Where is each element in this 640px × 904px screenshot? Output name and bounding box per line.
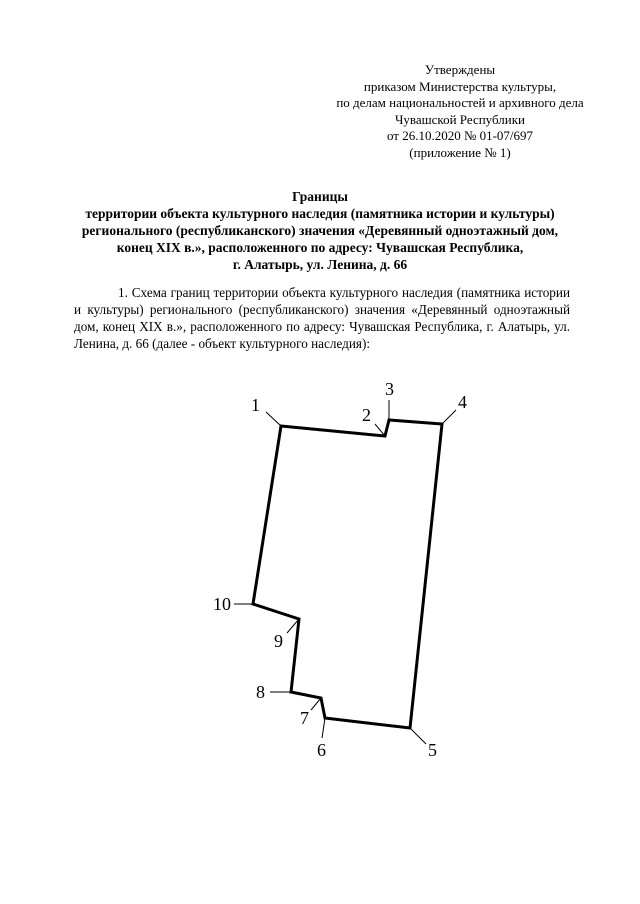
scheme-description-paragraph: 1. Схема границ территории объекта культурного наследия (памятника истории и культуры) регионального (республиканского) значения «Деревянный одноэтажный дом, конец XIX в.», расположенного по адресу: Чувашская Республика, г. Алатырь, ул. Ленина, д. 66 (далее - объект культурного наследия): [74,285,570,351]
leader-line-1 [266,412,281,426]
point-label-5: 5 [428,740,437,760]
point-label-3: 3 [385,379,394,399]
leader-line-6 [322,718,325,738]
title-line: конец XIX в.», расположенного по адресу: Чувашская Республика, [116,240,524,255]
approval-line: (приложение № 1) [409,144,511,160]
point-label-1: 1 [251,395,260,415]
leader-line-4 [442,410,456,424]
boundary-scheme-diagram [0,370,640,770]
leader-line-7 [311,698,321,710]
document-title [60,188,580,273]
title-line: г. Алатырь, ул. Ленина, д. 66 [232,257,408,272]
point-label-7: 7 [300,708,309,728]
point-label-8: 8 [256,682,265,702]
approval-line: Чувашской Республики [394,111,526,127]
approval-line: от 26.10.2020 № 01-07/697 [386,128,534,143]
point-label-10: 10 [213,594,231,614]
approval-block [310,62,610,161]
leader-line-5 [410,728,426,744]
approval-line: по делам национальностей и архивного дела [336,95,584,110]
approval-line: приказом Министерства культуры, [363,78,557,94]
point-label-4: 4 [458,392,467,412]
point-label-9: 9 [274,631,283,651]
approval-line: Утверждены [424,62,496,77]
point-label-2: 2 [362,405,371,425]
title-line: Границы [292,189,348,204]
point-label-6: 6 [317,740,326,760]
title-line: регионального (республиканского) значения «Деревянный одноэтажный дом, [81,223,559,238]
title-line: территории объекта культурного наследия (памятника истории и культуры) [85,206,555,221]
territory-boundary-polygon [253,420,442,728]
